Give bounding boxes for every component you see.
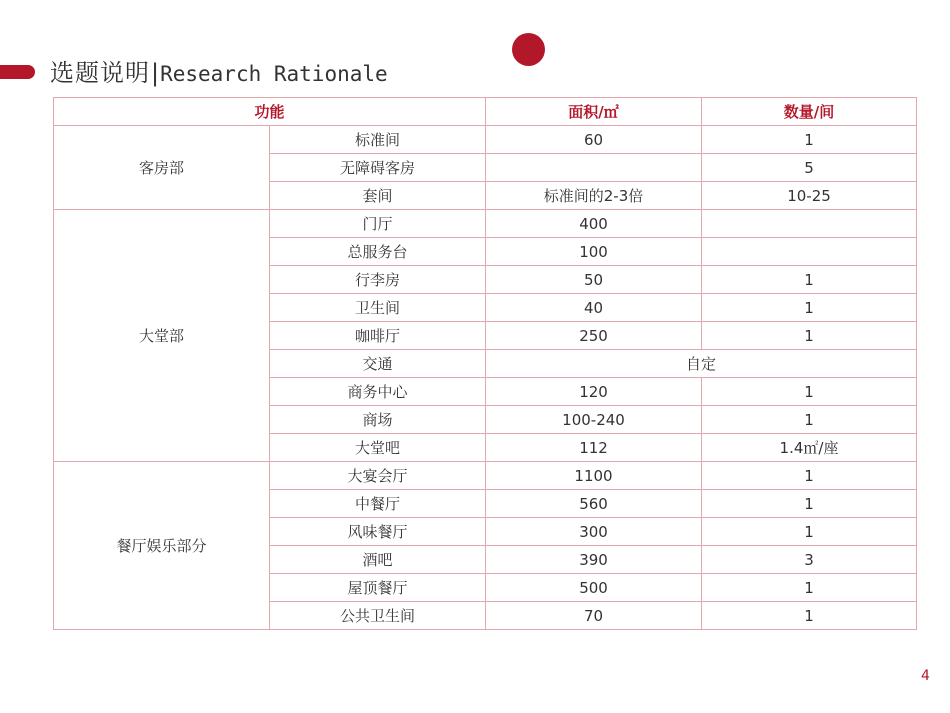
item-cell: 大堂吧 [270,434,486,462]
room-program-table [53,97,917,630]
qty-cell: 1 [702,518,917,546]
item-cell: 无障碍客房 [270,154,486,182]
header-area: 面积/㎡ [486,98,702,126]
title-chinese: 选题说明 [50,59,150,87]
area-cell: 560 [486,490,702,518]
area-cell: 400 [486,210,702,238]
item-cell: 屋顶餐厅 [270,574,486,602]
qty-cell: 5 [702,154,917,182]
merged-cell: 自定 [486,350,917,378]
page-number: 4 [921,668,930,684]
table-row [54,210,917,238]
qty-cell: 1 [702,406,917,434]
qty-cell: 1 [702,490,917,518]
item-cell: 套间 [270,182,486,210]
area-cell: 100-240 [486,406,702,434]
item-cell: 商务中心 [270,378,486,406]
qty-cell: 10-25 [702,182,917,210]
group-label: 大堂部 [54,210,270,462]
item-cell: 酒吧 [270,546,486,574]
item-cell: 大宴会厅 [270,462,486,490]
area-cell: 1100 [486,462,702,490]
qty-cell: 1 [702,574,917,602]
area-cell [486,154,702,182]
accent-bar [0,65,35,79]
qty-cell: 1 [702,602,917,630]
table-row [54,126,917,154]
item-cell: 行李房 [270,266,486,294]
item-cell: 咖啡厅 [270,322,486,350]
item-cell: 中餐厅 [270,490,486,518]
area-cell: 100 [486,238,702,266]
table-header-row [54,98,917,126]
item-cell: 风味餐厅 [270,518,486,546]
item-cell: 公共卫生间 [270,602,486,630]
qty-cell: 1 [702,266,917,294]
qty-cell: 1 [702,462,917,490]
item-cell: 商场 [270,406,486,434]
area-cell: 500 [486,574,702,602]
area-cell: 70 [486,602,702,630]
group-label: 餐厅娱乐部分 [54,462,270,630]
area-cell: 120 [486,378,702,406]
qty-cell: 1 [702,294,917,322]
qty-cell: 1.4㎡/座 [702,434,917,462]
item-cell: 总服务台 [270,238,486,266]
header-quantity: 数量/间 [702,98,917,126]
item-cell: 交通 [270,350,486,378]
qty-cell: 1 [702,378,917,406]
area-cell: 250 [486,322,702,350]
qty-cell: 1 [702,322,917,350]
item-cell: 门厅 [270,210,486,238]
page-title [50,56,388,90]
area-cell: 390 [486,546,702,574]
item-cell: 标准间 [270,126,486,154]
qty-cell: 1 [702,126,917,154]
item-cell: 卫生间 [270,294,486,322]
area-cell: 标准间的2-3倍 [486,182,702,210]
group-label: 客房部 [54,126,270,210]
qty-cell [702,210,917,238]
area-cell: 112 [486,434,702,462]
area-cell: 60 [486,126,702,154]
title-english: Research Rationale [160,62,388,86]
area-cell: 40 [486,294,702,322]
header-function: 功能 [54,98,486,126]
decorative-dot [512,33,545,66]
area-cell: 300 [486,518,702,546]
qty-cell: 3 [702,546,917,574]
area-cell: 50 [486,266,702,294]
qty-cell [702,238,917,266]
table-row [54,462,917,490]
title-separator: | [151,59,160,87]
